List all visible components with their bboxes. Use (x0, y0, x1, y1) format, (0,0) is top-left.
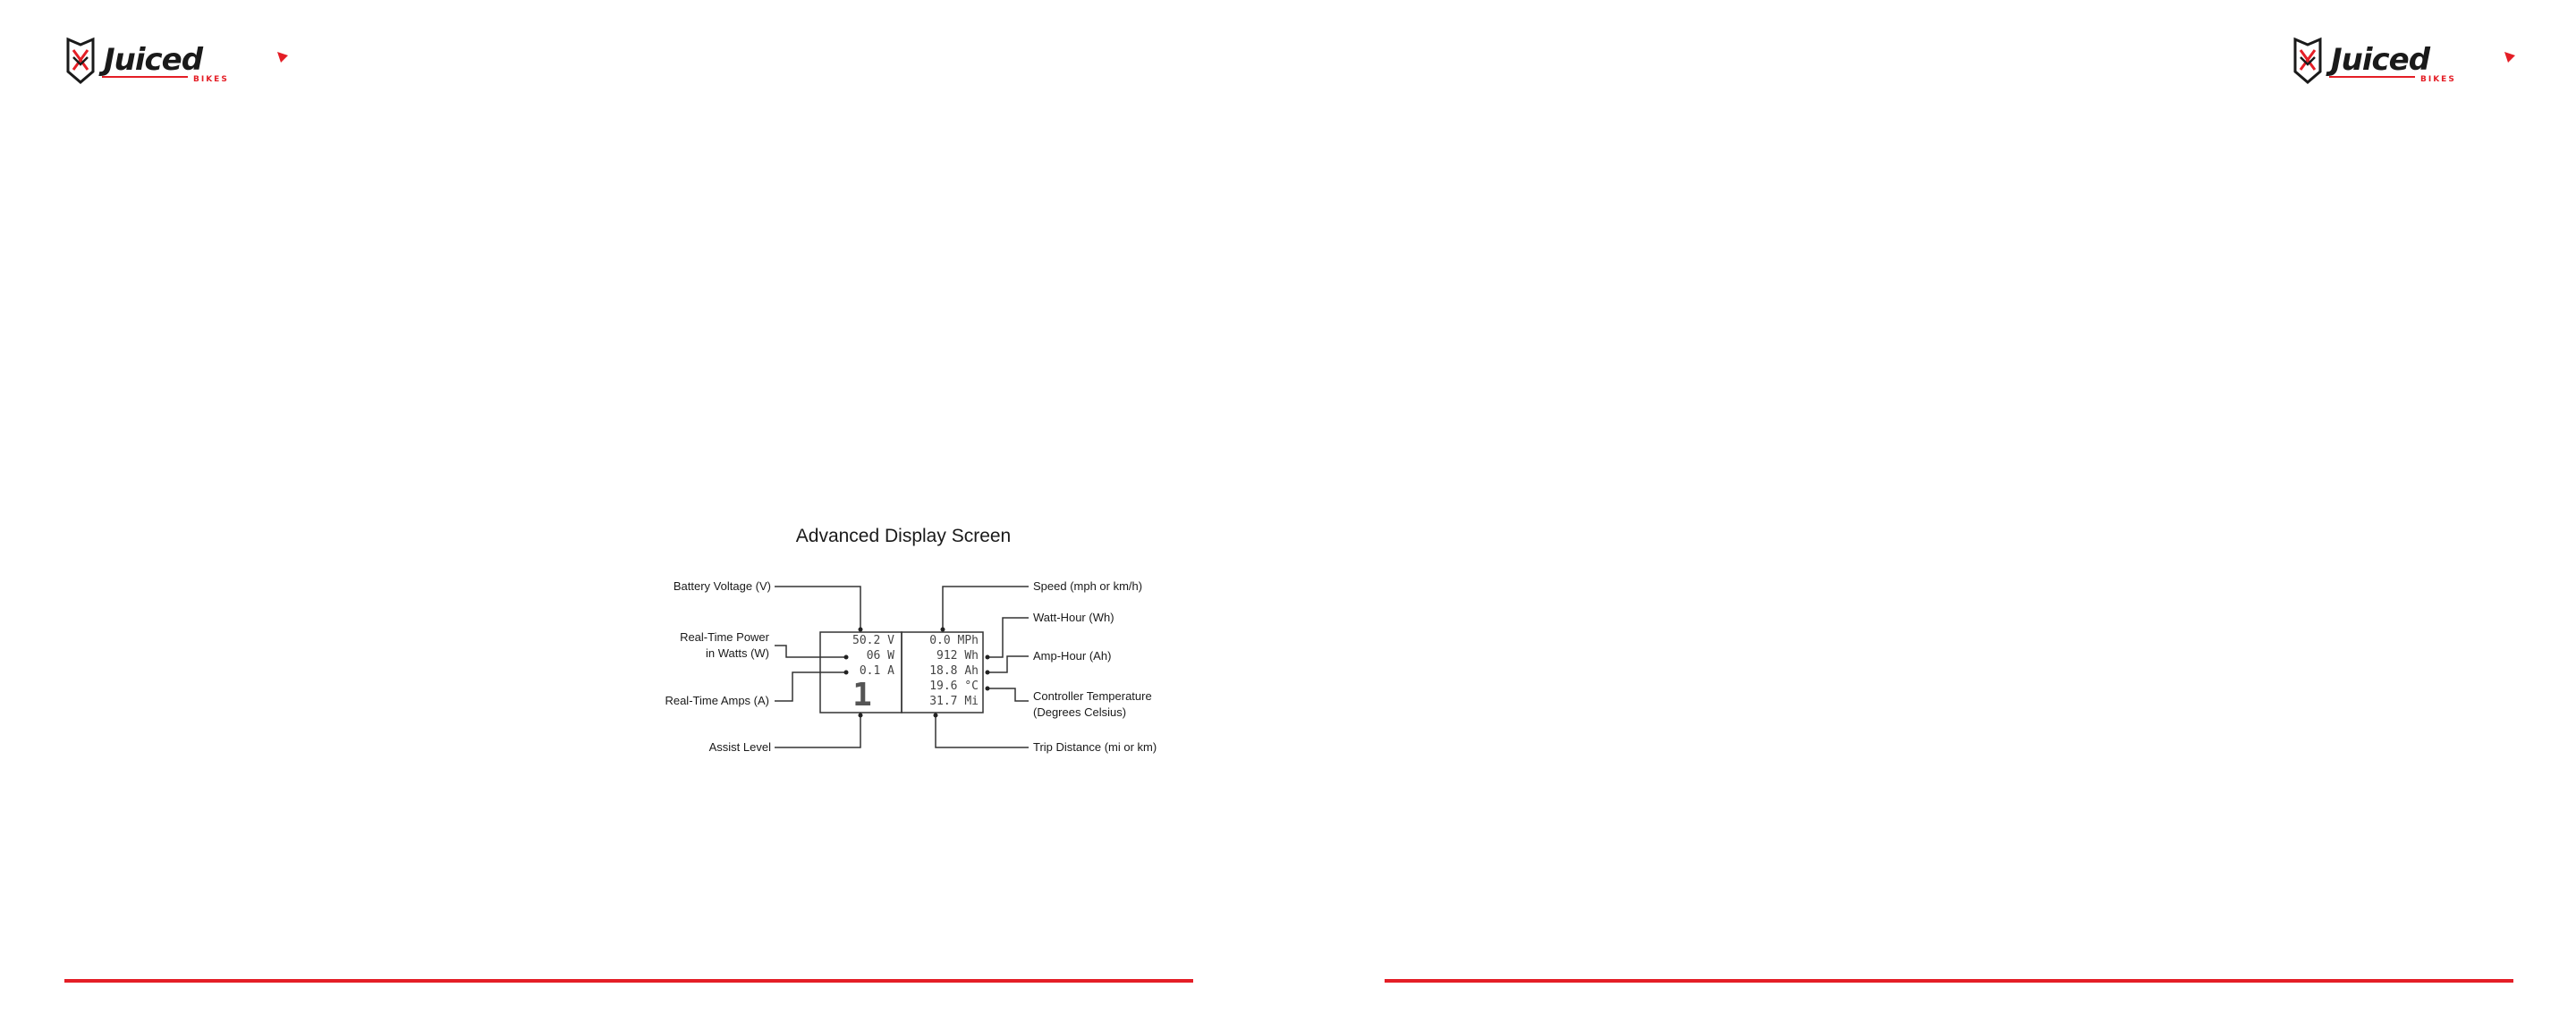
svg-text:BIKES: BIKES (2420, 75, 2456, 84)
label-assist-level: Assist Level (708, 740, 771, 754)
diagram-title-text: Advanced Display Screen (795, 526, 1012, 546)
svg-text:BIKES: BIKES (193, 75, 229, 84)
lcd-temperature: 19.6 °C (929, 680, 979, 693)
label-watt-hour: Watt-Hour (Wh) (1033, 611, 1114, 624)
lcd-assist-level: 1 (852, 677, 872, 713)
lcd-amp-hour: 18.8 Ah (929, 664, 979, 678)
lcd-amps: 0.1 A (859, 664, 894, 678)
assist-leader (775, 715, 860, 747)
label-battery-voltage: Battery Voltage (V) (673, 579, 771, 593)
label-controller-temperature: Controller Temperature (Degrees Celsius) (1033, 689, 1152, 719)
label-real-time-amps: Real-Time Amps (A) (665, 694, 769, 707)
trip-leader (936, 715, 1029, 747)
label-real-time-power: Real-Time Power in Watts (W) (680, 630, 769, 660)
temp-leader (987, 688, 1029, 701)
label-trip-distance: Trip Distance (mi or km) (1033, 740, 1157, 754)
lcd-voltage: 50.2 V (852, 634, 894, 647)
lcd-watts: 06 W (866, 649, 894, 663)
amp-hour-leader (987, 656, 1029, 672)
lcd-trip-distance: 31.7 Mi (929, 695, 979, 708)
battery-voltage-leader (775, 587, 860, 631)
label-amp-hour: Amp-Hour (Ah) (1033, 649, 1112, 663)
lcd-watt-hour: 912 Wh (936, 649, 979, 663)
svg-text:Juiced: Juiced (104, 42, 203, 78)
lcd-speed: 0.0 MPh (929, 634, 979, 647)
speed-leader (943, 587, 1029, 631)
label-speed: Speed (mph or km/h) (1033, 579, 1143, 593)
svg-text:Juiced: Juiced (2331, 42, 2430, 78)
watt-hour-leader (987, 618, 1029, 657)
